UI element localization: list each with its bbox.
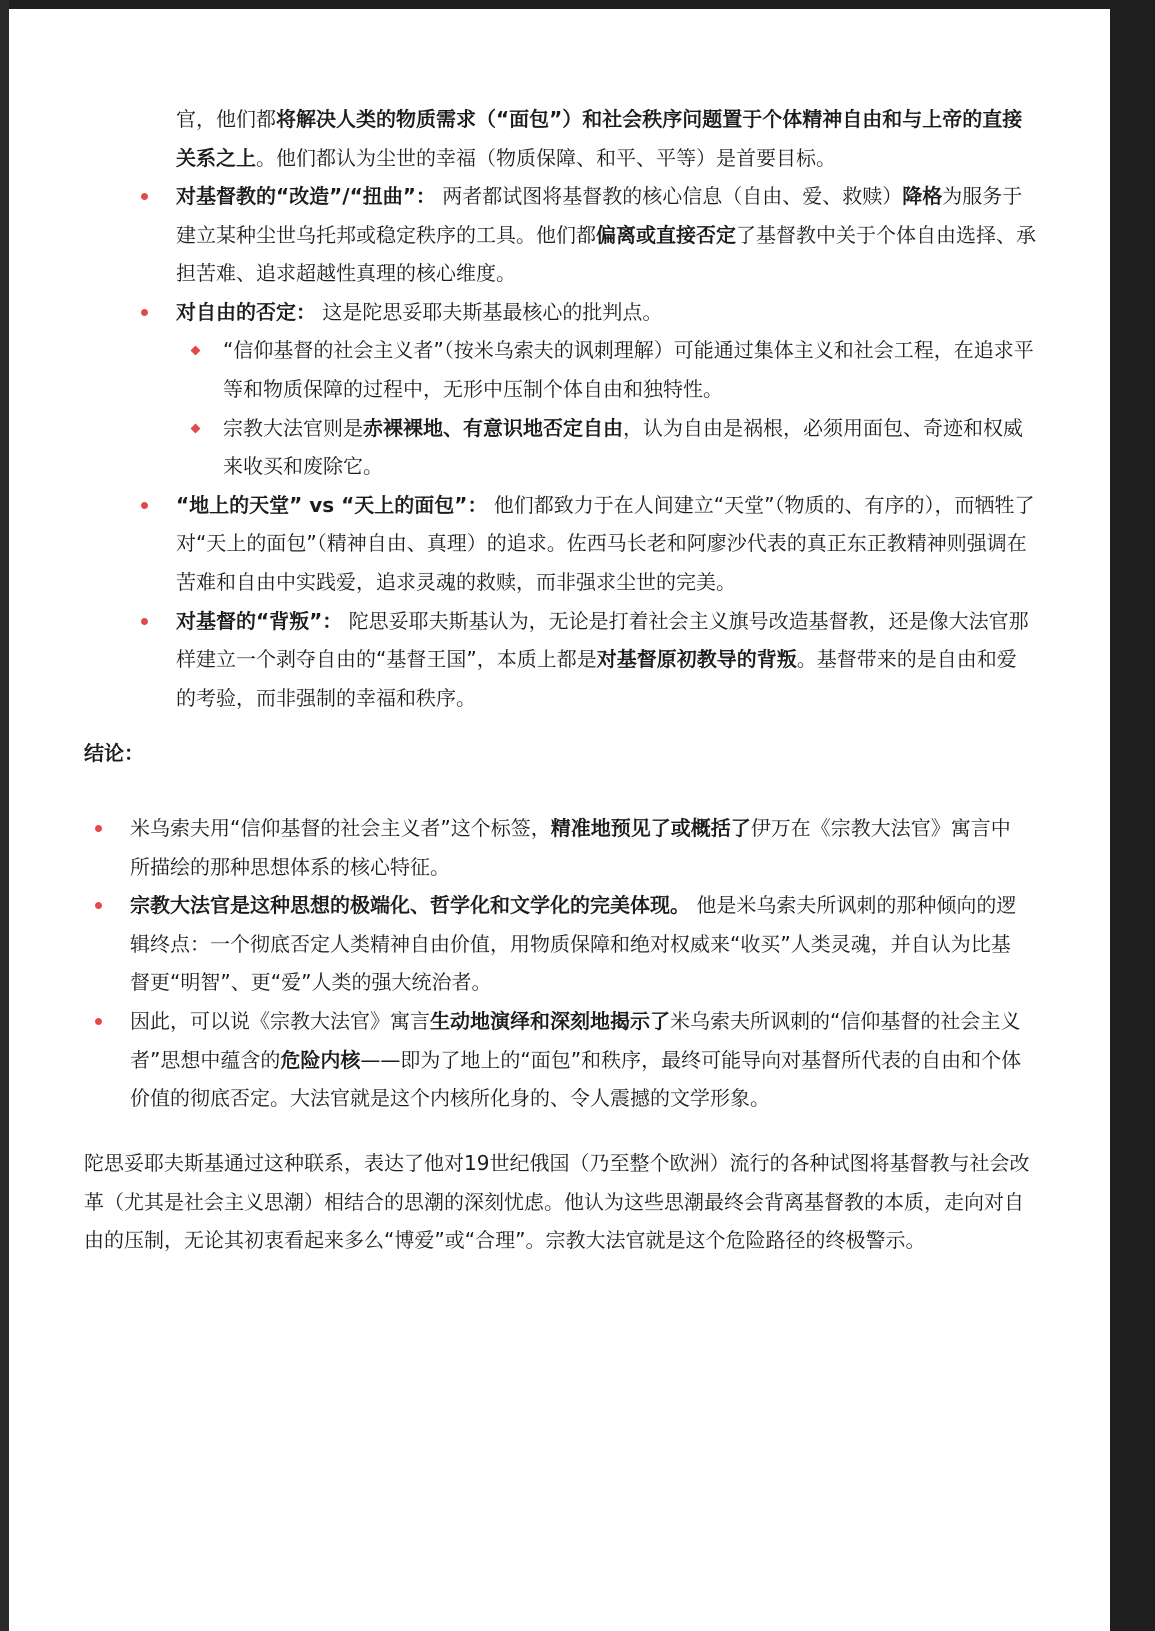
list-item xyxy=(130,886,1030,1002)
sub-list-item xyxy=(223,409,1036,486)
conclusion-heading: 结论： xyxy=(84,741,144,765)
final-paragraph: 陀思妥耶夫斯基通过这种联系，表达了他对19世纪俄国（乃至整个欧洲）流行的各种试图将基督教与社会改革（尤其是社会主义思潮）相结合的思潮的深刻忧虑。他认为这些思潮最终会背离基督教的本质，走向对自由的压制，无论其初衷看起来多么“博爱”或“合理”。宗教大法官就是这个危险路径的终极警示。 xyxy=(84,1151,1030,1253)
text-run: 伊万在《宗教大法官》寓言中所描绘的那种思想体系的核心特征。 xyxy=(130,816,1011,879)
item-title: 对基督的“背叛”： xyxy=(176,608,343,633)
text-run: 他是米乌索夫所讽刺的那种倾向的逻辑终点：一个彻底否定人类精神自由价值，用物质保障和绝对权威来“收买”人类灵魂，并自认为比基督更“明智”、更“爱”人类的强大统治者。 xyxy=(130,893,1017,995)
text-run: 这是陀思妥耶夫斯基最核心的批判点。 xyxy=(316,299,663,324)
list-item xyxy=(176,602,1036,718)
list-item xyxy=(176,293,1036,486)
window-right-bar xyxy=(1110,0,1155,1631)
bold-run: 赤裸裸地、有意识地否定自由 xyxy=(363,415,623,440)
bold-run: 对基督原初教导的背叛 xyxy=(596,647,797,672)
list-item xyxy=(130,809,1030,886)
continued-paragraph xyxy=(176,100,1036,177)
bullet-dot-icon xyxy=(95,1018,102,1025)
text-run: 宗教大法官则是 xyxy=(223,415,363,440)
text-run: 。基督带来的是自由和爱的考验，而非强制的幸福和秩序。 xyxy=(176,647,1017,710)
sub-list-item xyxy=(223,331,1036,408)
list-item xyxy=(130,1002,1030,1118)
text-run: ，认为自由是祸根，必须用面包、奇迹和权威来收买和废除它。 xyxy=(223,415,1023,479)
text-run: 。他们都认为尘世的幸福（物质保障、和平、平等）是首要目标。 xyxy=(256,145,836,170)
text-run: 米乌索夫用“信仰基督的社会主义者”这个标签， xyxy=(130,816,551,840)
text-run: 他们都致力于在人间建立“天堂”（物质的、有序的），而牺牲了对“天上的面包”（精神自由、真理）的追求。佐西马长老和阿廖沙代表的真正东正教精神则强调在苦难和自由中实践爱，追求灵魂的救赎，而非强求尘世的完美。 xyxy=(176,492,1035,594)
conclusion-list xyxy=(130,809,1030,1118)
sub-list xyxy=(223,331,1036,485)
bullet-dot-icon xyxy=(95,825,102,832)
bullet-dot-icon xyxy=(141,309,148,316)
bold-run: 精准地预见了或概括了 xyxy=(550,816,751,840)
bullet-dot-icon xyxy=(141,502,148,509)
list-item xyxy=(176,486,1036,602)
text-run: 为服务于建立某种尘世乌托邦或稳定秩序的工具。他们都 xyxy=(176,184,1023,247)
list-item xyxy=(176,177,1036,293)
text-run: 了基督教中关于个体自由选择、承担苦难、追求超越性真理的核心维度。 xyxy=(176,222,1036,286)
item-title: 对基督教的“改造”/“扭曲”： xyxy=(176,184,436,208)
text-run: ——即为了地上的“面包”和秩序，最终可能导向对基督所代表的自由和个体价值的彻底否定。大法官就是这个内核所化身的、令人震撼的文学形象。 xyxy=(130,1047,1022,1111)
item-title: “地上的天堂” vs “天上的面包”： xyxy=(176,492,488,517)
bullet-dot-icon xyxy=(141,193,148,200)
bold-run: 宗教大法官是这种思想的极端化、哲学化和文学化的完美体现。 xyxy=(130,893,690,918)
text-run: 米乌索夫所讽刺的“信仰基督的社会主义者”思想中蕴含的 xyxy=(130,1008,1021,1072)
text-run: 官，他们都 xyxy=(176,107,276,131)
bullet-dot-icon xyxy=(141,618,148,625)
bold-run: 将解决人类的物质需求（“面包”）和社会秩序问题置于个体精神自由和与上帝的直接关系之上 xyxy=(176,107,1023,170)
window-top-bar xyxy=(0,0,1155,9)
item-title: 对自由的否定： xyxy=(176,299,316,324)
text-run: 陀思妥耶夫斯基认为，无论是打着社会主义旗号改造基督教，还是像大法官那样建立一个剥夺自由的“基督王国”，本质上都是 xyxy=(176,608,1029,672)
bold-run: 降格 xyxy=(902,184,943,208)
comparison-list xyxy=(176,177,1036,717)
window-left-edge xyxy=(0,0,9,1631)
text-run: 两者都试图将基督教的核心信息（自由、爱、救赎） xyxy=(435,184,903,208)
bold-run: 偏离或直接否定 xyxy=(596,222,736,247)
bold-run: 生动地演绎和深刻地揭示了 xyxy=(430,1008,670,1033)
bullet-diamond-icon xyxy=(191,423,201,433)
text-run: “信仰基督的社会主义者”（按米乌索夫的讽刺理解）可能通过集体主义和社会工程，在追求平等和物质保障的过程中，无形中压制个体自由和独特性。 xyxy=(223,338,1034,401)
bold-run: 危险内核 xyxy=(280,1047,361,1072)
bullet-diamond-icon xyxy=(191,346,201,356)
text-run: 因此，可以说《宗教大法官》寓言 xyxy=(130,1008,430,1033)
